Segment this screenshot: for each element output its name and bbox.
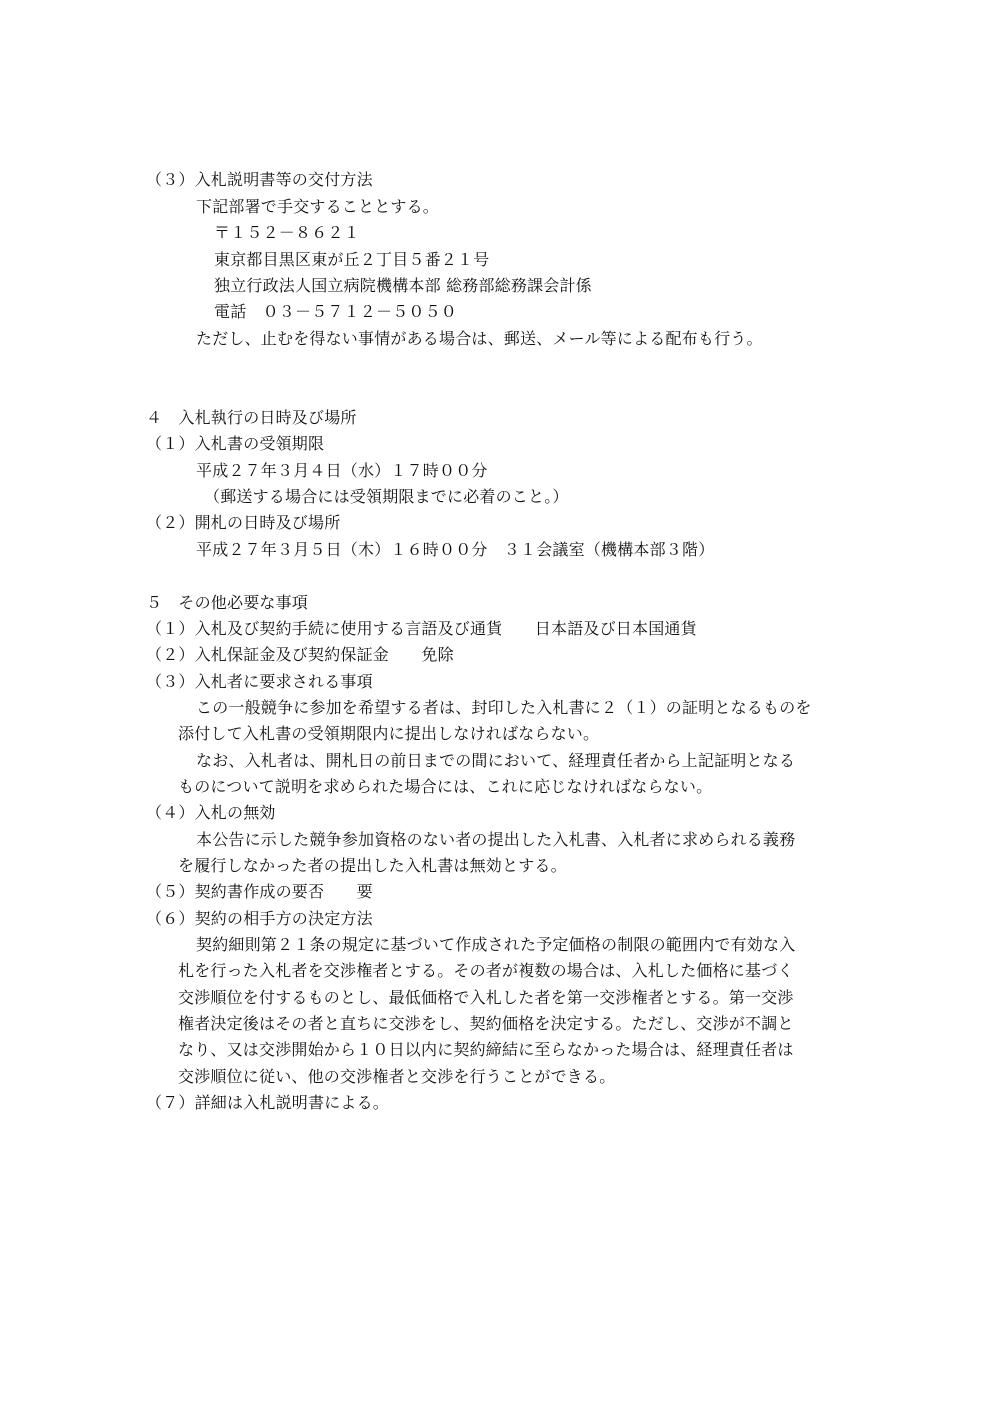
item-heading: （１）入札書の受領期限 xyxy=(146,434,325,453)
item-heading: （３）入札者に要求される事項 xyxy=(146,672,373,691)
text-line: この一般競争に参加を希望する者は、封印した入札書に２（１）の証明となるものを xyxy=(196,698,812,717)
item-heading: （４）入札の無効 xyxy=(146,803,276,822)
text-line: 交渉順位を付するものとし、最低価格で入札した者を第一交渉権者とする。第一交渉 xyxy=(178,988,794,1007)
item-heading: （２）入札保証金及び契約保証金 免除 xyxy=(146,645,454,664)
text-line: なり、又は交渉開始から１０日以内に契約締結に至らなかった場合は、経理責任者は xyxy=(178,1040,794,1059)
opening-datetime: 平成２７年３月５日（木）１６時００分 ３１会議室（機構本部３階） xyxy=(196,540,715,559)
phone-line: 電話 ０３－５７１２－５０５０ xyxy=(214,302,458,321)
text-line: 本公告に示した競争参加資格のない者の提出した入札書、入札者に求められる義務 xyxy=(196,830,796,849)
text-line: 札を行った入札者を交渉権者とする。その者が複数の場合は、入札した価格に基づく xyxy=(178,961,794,980)
text-line: ただし、止むを得ない事情がある場合は、郵送、メール等による配布も行う。 xyxy=(196,329,763,348)
text-line: なお、入札者は、開札日の前日までの間において、経理責任者から上記証明となる xyxy=(196,751,796,770)
item-heading: （２）開札の日時及び場所 xyxy=(146,513,341,532)
item-heading: （５）契約書作成の要否 要 xyxy=(146,882,373,901)
text-line: 交渉順位に従い、他の交渉権者と交渉を行うことができる。 xyxy=(178,1067,616,1086)
address-line: 東京都目黒区東が丘２丁目５番２１号 xyxy=(214,250,490,269)
text-line: を履行しなかった者の提出した入札書は無効とする。 xyxy=(178,856,567,875)
item-heading: （６）契約の相手方の決定方法 xyxy=(146,909,373,928)
postal-code: 〒１５２－８６２１ xyxy=(214,223,360,242)
text-line: （郵送する場合には受領期限までに必着のこと。） xyxy=(204,487,569,506)
department-line: 独立行政法人国立病院機構本部 総務部総務課会計係 xyxy=(214,276,592,295)
deadline-datetime: 平成２７年３月４日（水）１７時００分 xyxy=(196,461,488,480)
text-line: ものについて説明を求められた場合には、これに応じなければならない。 xyxy=(178,777,713,796)
item-heading: （１）入札及び契約手続に使用する言語及び通貨 日本語及び日本国通貨 xyxy=(146,619,697,638)
text-line: 権者決定後はその者と直ちに交渉をし、契約価格を決定する。ただし、交渉が不調と xyxy=(178,1014,794,1033)
section-5-heading: ５ その他必要な事項 xyxy=(146,593,309,612)
text-line: 添付して入札書の受領期限内に提出しなければならない。 xyxy=(178,724,600,743)
text-line: 契約細則第２１条の規定に基づいて作成された予定価格の制限の範囲内で有効な入 xyxy=(196,935,796,954)
item-3-heading: （３）入札説明書等の交付方法 xyxy=(146,170,373,189)
section-4-heading: ４ 入札執行の日時及び場所 xyxy=(146,408,357,427)
item-heading: （７）詳細は入札説明書による。 xyxy=(146,1093,390,1112)
text-line: 下記部署で手交することとする。 xyxy=(196,197,440,216)
